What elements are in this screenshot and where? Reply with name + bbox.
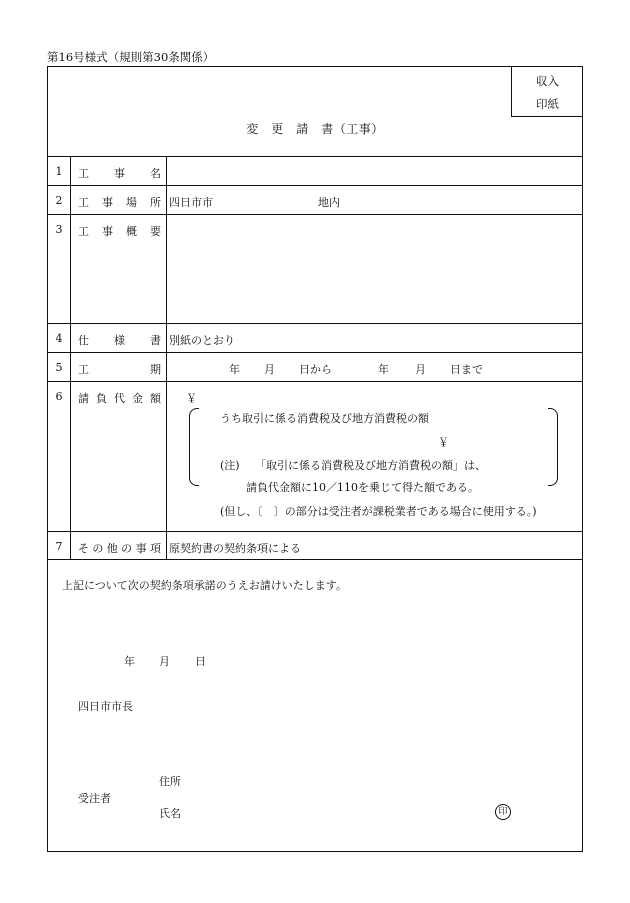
form-sheet bbox=[47, 66, 583, 852]
seal-mark-icon: 印 bbox=[495, 804, 511, 820]
note-line1: 「取引に係る消費税及び地方消費税の額」は、 bbox=[255, 459, 486, 472]
row-number: 1 bbox=[48, 157, 71, 185]
row-number: 7 bbox=[48, 532, 71, 559]
construction-name-field[interactable] bbox=[167, 157, 582, 185]
row-number: 3 bbox=[48, 215, 71, 323]
row-label: そ の 他 の 事 項 bbox=[71, 532, 167, 559]
row-label: 仕 様 書 bbox=[71, 324, 167, 352]
contract-amount-field[interactable] bbox=[167, 382, 582, 531]
construction-summary-field[interactable] bbox=[167, 215, 582, 323]
row-specification bbox=[48, 323, 582, 352]
form-number: 第16号様式（規則第30条関係） bbox=[47, 50, 215, 64]
note-label: (注) bbox=[220, 459, 240, 472]
row-number: 4 bbox=[48, 324, 71, 352]
row-number: 5 bbox=[48, 353, 71, 381]
row-number: 2 bbox=[48, 186, 71, 214]
proviso-note: (但し、〔 〕の部分は受注者が課税業者である場合に使用する。) bbox=[220, 505, 537, 518]
stamp-label-line2: 印紙 bbox=[536, 97, 559, 111]
date-year: 年 bbox=[124, 655, 135, 668]
specification-field[interactable]: 別紙のとおり bbox=[169, 334, 235, 347]
note-line2: 請負代金額に10／110を乗じて得た額である。 bbox=[246, 481, 479, 494]
name-label: 氏名 bbox=[159, 807, 181, 820]
site-suffix: 地内 bbox=[318, 196, 340, 209]
revenue-stamp-box bbox=[511, 66, 583, 117]
bracket-left bbox=[189, 408, 199, 486]
row-construction-name bbox=[48, 156, 582, 185]
row-other-matters bbox=[48, 531, 582, 560]
row-construction-period bbox=[48, 352, 582, 381]
tax-amount-label: うち取引に係る消費税及び地方消費税の額 bbox=[220, 412, 429, 425]
date-month: 月 bbox=[159, 655, 170, 668]
construction-period-field[interactable]: 年 月 日から 年 月 日まで bbox=[229, 363, 483, 376]
contractor-label: 受注者 bbox=[78, 792, 111, 805]
amount-yen-mark: ￥ bbox=[186, 392, 197, 405]
addressee: 四日市市長 bbox=[78, 700, 133, 713]
row-label: 工 事 概 要 bbox=[71, 215, 167, 323]
row-construction-summary bbox=[48, 214, 582, 323]
row-label: 工 事 名 bbox=[71, 157, 167, 185]
tax-yen-mark: ￥ bbox=[438, 436, 449, 449]
row-construction-site bbox=[48, 185, 582, 214]
address-label: 住所 bbox=[159, 775, 181, 788]
bracket-right bbox=[548, 408, 558, 486]
other-matters-field[interactable]: 原契約書の契約条項による bbox=[169, 542, 301, 555]
document-title: 変 更 請 書（工事） bbox=[246, 122, 384, 136]
row-label: 工 事 場 所 bbox=[71, 186, 167, 214]
row-number: 6 bbox=[48, 382, 71, 531]
construction-site-field[interactable]: 四日市市 地内 bbox=[169, 196, 340, 209]
row-contract-amount bbox=[48, 381, 582, 531]
row-label: 請 負 代 金 額 bbox=[71, 382, 167, 531]
date-day: 日 bbox=[195, 655, 206, 668]
stamp-label-line1: 収入 bbox=[536, 74, 559, 88]
acceptance-statement: 上記について次の契約条項承諾のうえお請けいたします。 bbox=[62, 579, 347, 592]
row-label: 工 期 bbox=[71, 353, 167, 381]
